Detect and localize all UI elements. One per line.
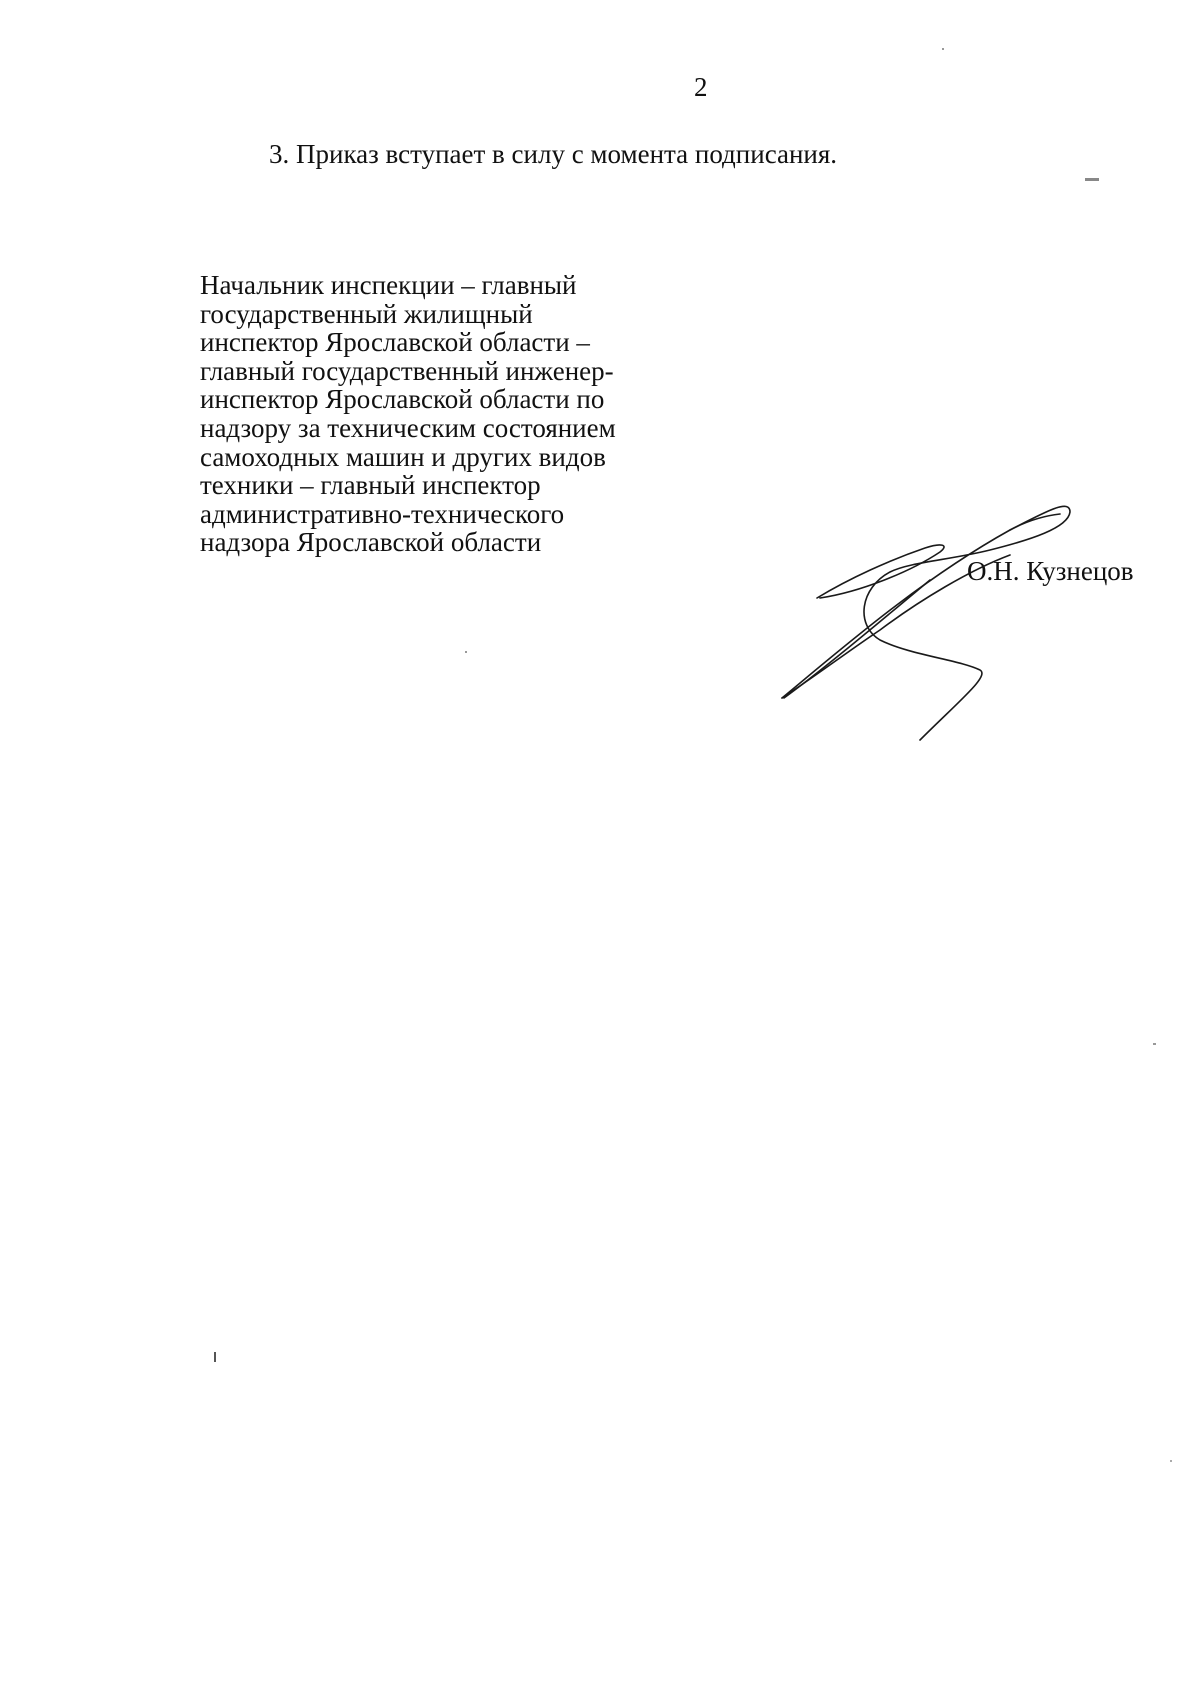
- position-line: техники – главный инспектор: [200, 470, 541, 501]
- scan-speck: [1153, 1043, 1156, 1045]
- scan-speck: [214, 1352, 216, 1362]
- scan-speck: [465, 651, 467, 653]
- scan-speck: [942, 48, 944, 50]
- position-line: надзора Ярославской области: [200, 527, 542, 558]
- scan-speck: [1170, 1460, 1172, 1462]
- clause-3: 3. Приказ вступает в силу с момента подписания.: [269, 139, 838, 169]
- signer-name: О.Н. Кузнецов: [967, 556, 1134, 586]
- signatory-position: [200, 271, 616, 557]
- position-line: надзору за техническим состоянием: [200, 412, 616, 443]
- position-line: самоходных машин и других видов: [200, 441, 606, 472]
- position-line: инспектор Ярославской области –: [200, 327, 590, 358]
- page-number: 2: [694, 72, 708, 102]
- position-line: государственный жилищный: [200, 298, 533, 329]
- handwritten-signature: [780, 500, 1100, 750]
- position-line: Начальник инспекции – главный: [200, 270, 577, 300]
- scan-speck: [1085, 178, 1099, 181]
- position-line: административно-технического: [200, 498, 565, 529]
- position-line: инспектор Ярославской области по: [200, 384, 605, 415]
- position-line: главный государственный инженер-: [200, 355, 614, 386]
